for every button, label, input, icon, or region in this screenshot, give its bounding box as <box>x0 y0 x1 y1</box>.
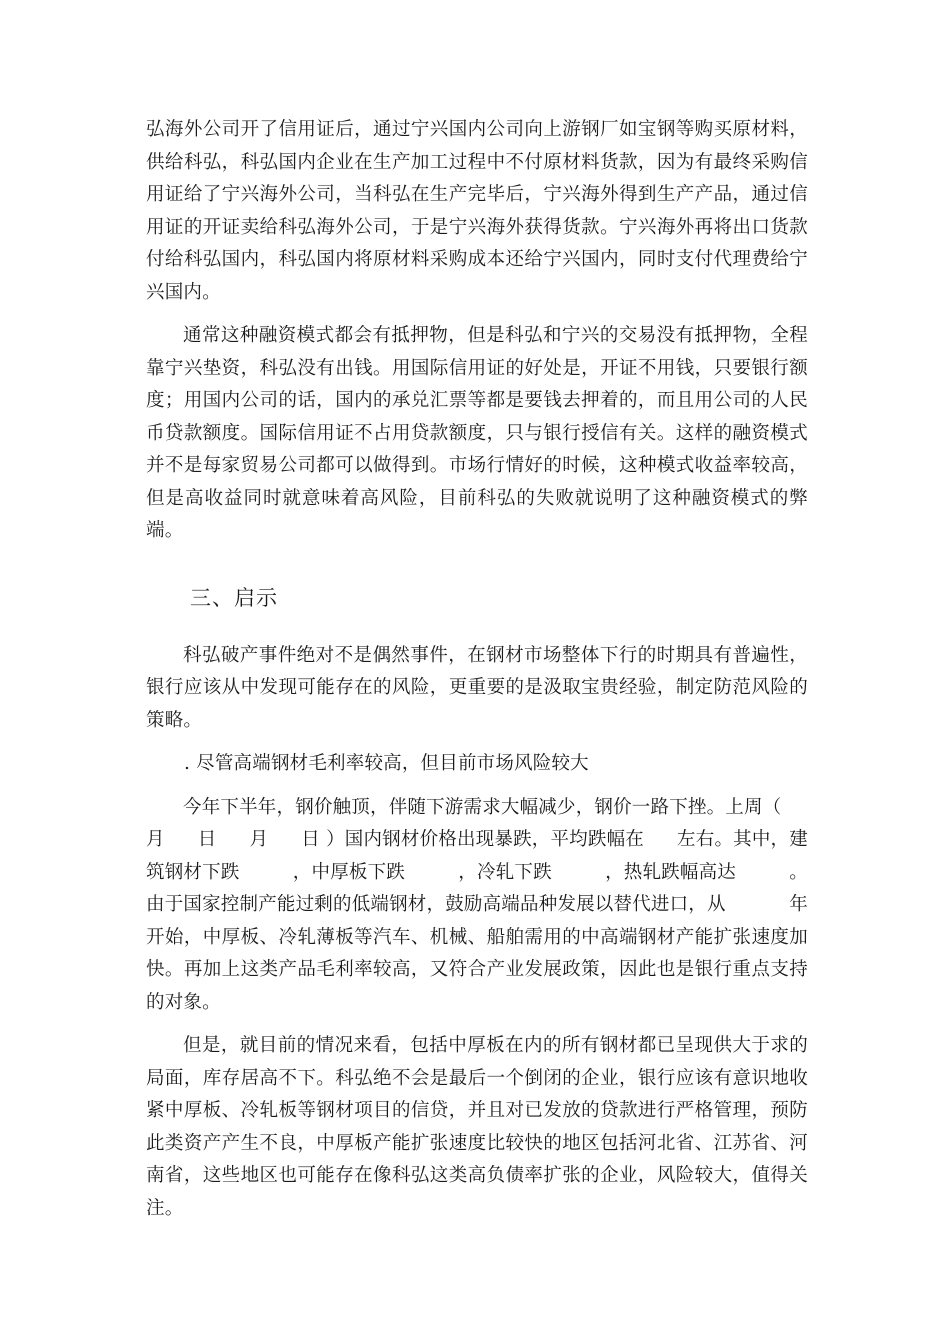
text-fragment: 。 <box>789 861 808 883</box>
text-fragment: 日 <box>197 829 217 850</box>
text-fragment: 筑钢材下跌 <box>146 861 240 883</box>
text-fragment: ，热轧跌幅高达 <box>605 861 736 883</box>
text-fragment: 月 <box>146 829 165 850</box>
text-fragment: ，中厚板下跌 <box>292 861 405 883</box>
steel-line-rest: 开始，中厚板、冷轧薄板等汽车、机械、船舶需用的中高端钢材产能扩张速度加快。再加上这类产品毛利率较高，又符合产业发展政策，因此也是银行重点支持的对象。 <box>146 926 808 1013</box>
text-fragment: ，冷轧下跌 <box>458 861 552 883</box>
steel-line-4 <box>146 889 808 922</box>
steel-line-1: 今年下半年，钢价触顶，伴随下游需求大幅减少，钢价一路下挫。上周（ <box>183 796 782 818</box>
document-page <box>146 114 808 1225</box>
section-title: 三、启示 <box>190 585 278 610</box>
steel-line-3 <box>146 857 808 890</box>
paragraph-insight: 科弘破产事件绝对不是偶然事件，在钢材市场整体下行的时期具有普遍性，银行应该从中发现可能存在的风险，更重要的是汲取宝贵经验，制定防范风险的策略。 <box>146 644 808 731</box>
paragraph-financing-flow: 弘海外公司开了信用证后，通过宁兴国内公司向上游钢厂如宝钢等购买原材料，供给科弘，科弘国内企业在生产加工过程中不付原材料货款，因为有最终采购信用证给了宁兴海外公司，当科弘在生产完毕后，宁兴海外得到生产产品，通过信用证的开证卖给科弘海外公司，于是宁兴海外获得货款。宁兴海外再将出口货款付给科弘国内，科弘国内将原材料采购成本还给宁兴国内，同时支付代理费给宁兴国内。 <box>146 119 808 303</box>
text-fragment: 日 ）国内钢材价格出现暴跌，平均跌幅在 <box>301 829 644 850</box>
text-fragment: 由于国家控制产能过剩的低端钢材，鼓励高端品种发展以替代进口，从 <box>146 894 726 915</box>
text-fragment: 左右。其中，建 <box>677 829 808 850</box>
subheading: . 尽管高端钢材毛利率较高，但目前市场风险较大 <box>184 753 589 774</box>
text-fragment: 月 <box>249 829 269 850</box>
paragraph-steel-prices <box>146 792 808 1020</box>
steel-line-2 <box>146 824 808 857</box>
paragraph-current-situation: 但是，就目前的情况来看，包括中厚板在内的所有钢材都已呈现供大于求的局面，库存居高不下。科弘绝不会是最后一个倒闭的企业，银行应该有意识地收紧中厚板、冷轧板等钢材项目的信贷，并且对已发放的贷款进行严格管理，预防此类资产产生不良，中厚板产能扩张速度比较快的地区包括河北省、江苏省、河南省，这些地区也可能存在像科弘这类高负债率扩张的企业，风险较大，值得关注。 <box>146 1035 808 1219</box>
text-fragment: 年 <box>789 894 808 915</box>
paragraph-collateral: 通常这种融资模式都会有抵押物，但是科弘和宁兴的交易没有抵押物，全程靠宁兴垫资，科弘没有出钱。用国际信用证的好处是，开证不用钱，只要银行额度；用国内公司的话，国内的承兑汇票等都是要钱去押着的，而且用公司的人民币贷款额度。国际信用证不占用贷款额度，只与银行授信有关。这样的融资模式并不是每家贸易公司都可以做得到。市场行情好的时候，这种模式收益率较高，但是高收益同时就意味着高风险，目前科弘的失败就说明了这种融资模式的弊端。 <box>146 325 808 541</box>
